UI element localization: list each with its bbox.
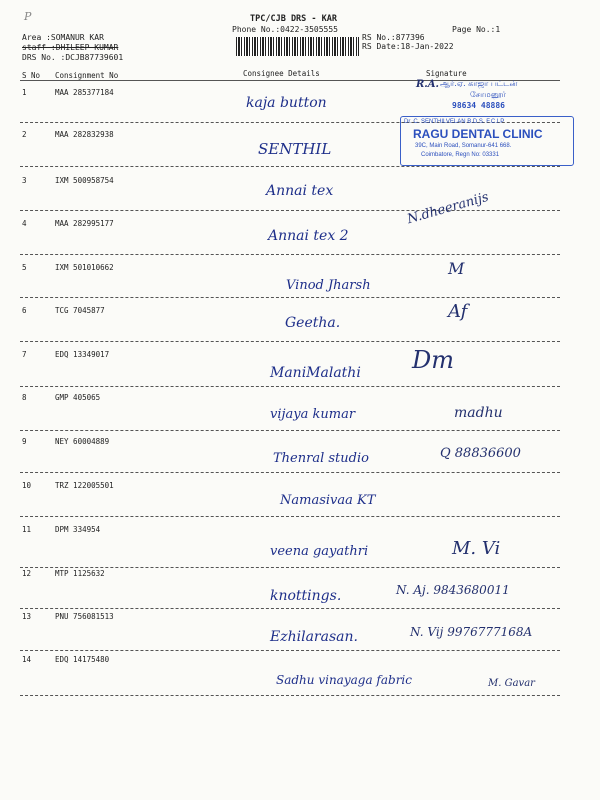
row-10-consignment: TRZ 122005501 — [55, 481, 114, 490]
column-header-sno: S No — [22, 71, 41, 80]
row-divider — [20, 297, 560, 298]
drs-number: DRS No. :DCJB87739601 — [22, 53, 124, 62]
stamp-tamil-line1: ஆர்.ஏ. காஜா பட்டன் — [440, 79, 518, 88]
stamp-address: 39C, Main Road, Somanur-641 668. — [415, 143, 512, 149]
row-2-consignee: SENTHIL — [258, 140, 332, 158]
row-5-signature: M — [448, 259, 465, 278]
row-13-consignment: PNU 756081513 — [55, 612, 114, 621]
row-5-consignee: Vinod Jharsh — [286, 278, 371, 293]
rs-date: RS Date:18-Jan-2022 — [362, 42, 454, 51]
row-8-sno: 8 — [22, 393, 27, 402]
row-7-signature: Dm — [412, 346, 454, 374]
row-12-signature: N. Aj. 9843680011 — [396, 583, 510, 597]
rs-number: RS No.:877396 — [362, 33, 425, 42]
row-13-signature: N. Vij 9976777168A — [410, 625, 533, 639]
row-11-sno: 11 — [22, 525, 32, 534]
row-8-consignment: GMP 405065 — [55, 393, 101, 402]
row-1-consignee: kaja button — [246, 95, 327, 111]
row-9-sno: 9 — [22, 437, 27, 446]
row-3-sno: 3 — [22, 176, 27, 185]
row-6-consignment: TCG 7045877 — [55, 306, 105, 315]
row-4-consignment: MAA 282995177 — [55, 219, 114, 228]
row-10-sno: 10 — [22, 481, 32, 490]
row-9-signature: Q 88836600 — [440, 446, 521, 461]
clinic-stamp — [400, 116, 574, 166]
stamp-doctor: Dr. C. SENTHILVELAN B.D.S. F.C.I.P — [404, 119, 505, 125]
row-11-signature: M. Vi — [452, 538, 501, 559]
barcode — [236, 37, 359, 56]
row-12-sno: 12 — [22, 569, 32, 578]
row-divider — [20, 430, 560, 431]
row-1-consignment: MAA 285377184 — [55, 88, 114, 97]
stamp-city: Coimbatore, Regn No: 03331 — [421, 152, 500, 158]
stamp-clinic-name: RAGU DENTAL CLINIC — [413, 127, 543, 141]
row-4-signature: N.dheeranijs — [405, 189, 491, 228]
row-7-consignee: ManiMalathi — [270, 365, 361, 381]
row-5-consignment: IXM 501010662 — [55, 263, 114, 272]
stamp-phone: 98634 48886 — [452, 101, 505, 110]
corner-mark: P — [24, 10, 32, 23]
row-9-consignment: NEY 60004889 — [55, 437, 110, 446]
row-14-sno: 14 — [22, 655, 32, 664]
row-divider — [20, 567, 560, 568]
row-11-consignee: veena gayathri — [270, 544, 369, 559]
row-9-consignee: Thenral studio — [273, 451, 369, 466]
row-4-consignee: Annai tex 2 — [268, 228, 349, 244]
row-divider — [20, 254, 560, 255]
row-3-consignee: Annai tex — [266, 183, 334, 199]
row-2-consignment: MAA 282832938 — [55, 130, 114, 139]
row-divider — [20, 210, 560, 211]
row-14-consignment: EDQ 14175480 — [55, 655, 110, 664]
row-12-consignment: MTP 1125632 — [55, 569, 105, 578]
row-divider — [20, 166, 560, 167]
row-6-consignee: Geetha. — [285, 315, 341, 331]
row-divider — [20, 695, 560, 696]
row-5-sno: 5 — [22, 263, 27, 272]
row-11-consignment: DPM 334954 — [55, 525, 101, 534]
row-14-signature: M. Gavar — [488, 678, 535, 689]
row-7-sno: 7 — [22, 350, 27, 359]
row-divider — [20, 608, 560, 609]
row-2-sno: 2 — [22, 130, 27, 139]
row-10-consignee: Namasivaa KT — [280, 493, 376, 508]
row-13-consignee: Ezhilarasan. — [270, 629, 358, 645]
row-divider — [20, 650, 560, 651]
phone-number: Phone No.:0422-3505555 — [232, 25, 338, 34]
row-8-signature: madhu — [454, 405, 503, 421]
row-13-sno: 13 — [22, 612, 32, 621]
staff-label: staff :DHILEEP KUMAR — [22, 43, 119, 52]
column-header-signature: Signature — [426, 69, 467, 78]
page-number: Page No.:1 — [452, 25, 501, 34]
row-7-consignment: EDQ 13349017 — [55, 350, 110, 359]
row-4-sno: 4 — [22, 219, 27, 228]
stamp-tamil-line2: சோமனூர் — [470, 90, 506, 99]
report-title: TPC/CJB DRS - KAR — [250, 14, 337, 24]
row-divider — [20, 341, 560, 342]
column-header-consignment: Consignment No — [55, 71, 119, 80]
row-8-consignee: vijaya kumar — [270, 407, 356, 422]
row-12-consignee: knottings. — [270, 588, 342, 604]
row-divider — [20, 386, 560, 387]
row-14-consignee: Sadhu vinayaga fabric — [276, 673, 412, 687]
row-divider — [20, 472, 560, 473]
row-3-consignment: IXM 500958754 — [55, 176, 114, 185]
row-6-sno: 6 — [22, 306, 27, 315]
row-1-sno: 1 — [22, 88, 27, 97]
row-1-signature: R.A. — [416, 79, 440, 90]
column-header-consignee: Consignee Details — [243, 69, 320, 78]
row-6-signature: Af — [448, 301, 468, 322]
area-label: Area :SOMANUR KAR — [22, 33, 104, 42]
row-divider — [20, 516, 560, 517]
